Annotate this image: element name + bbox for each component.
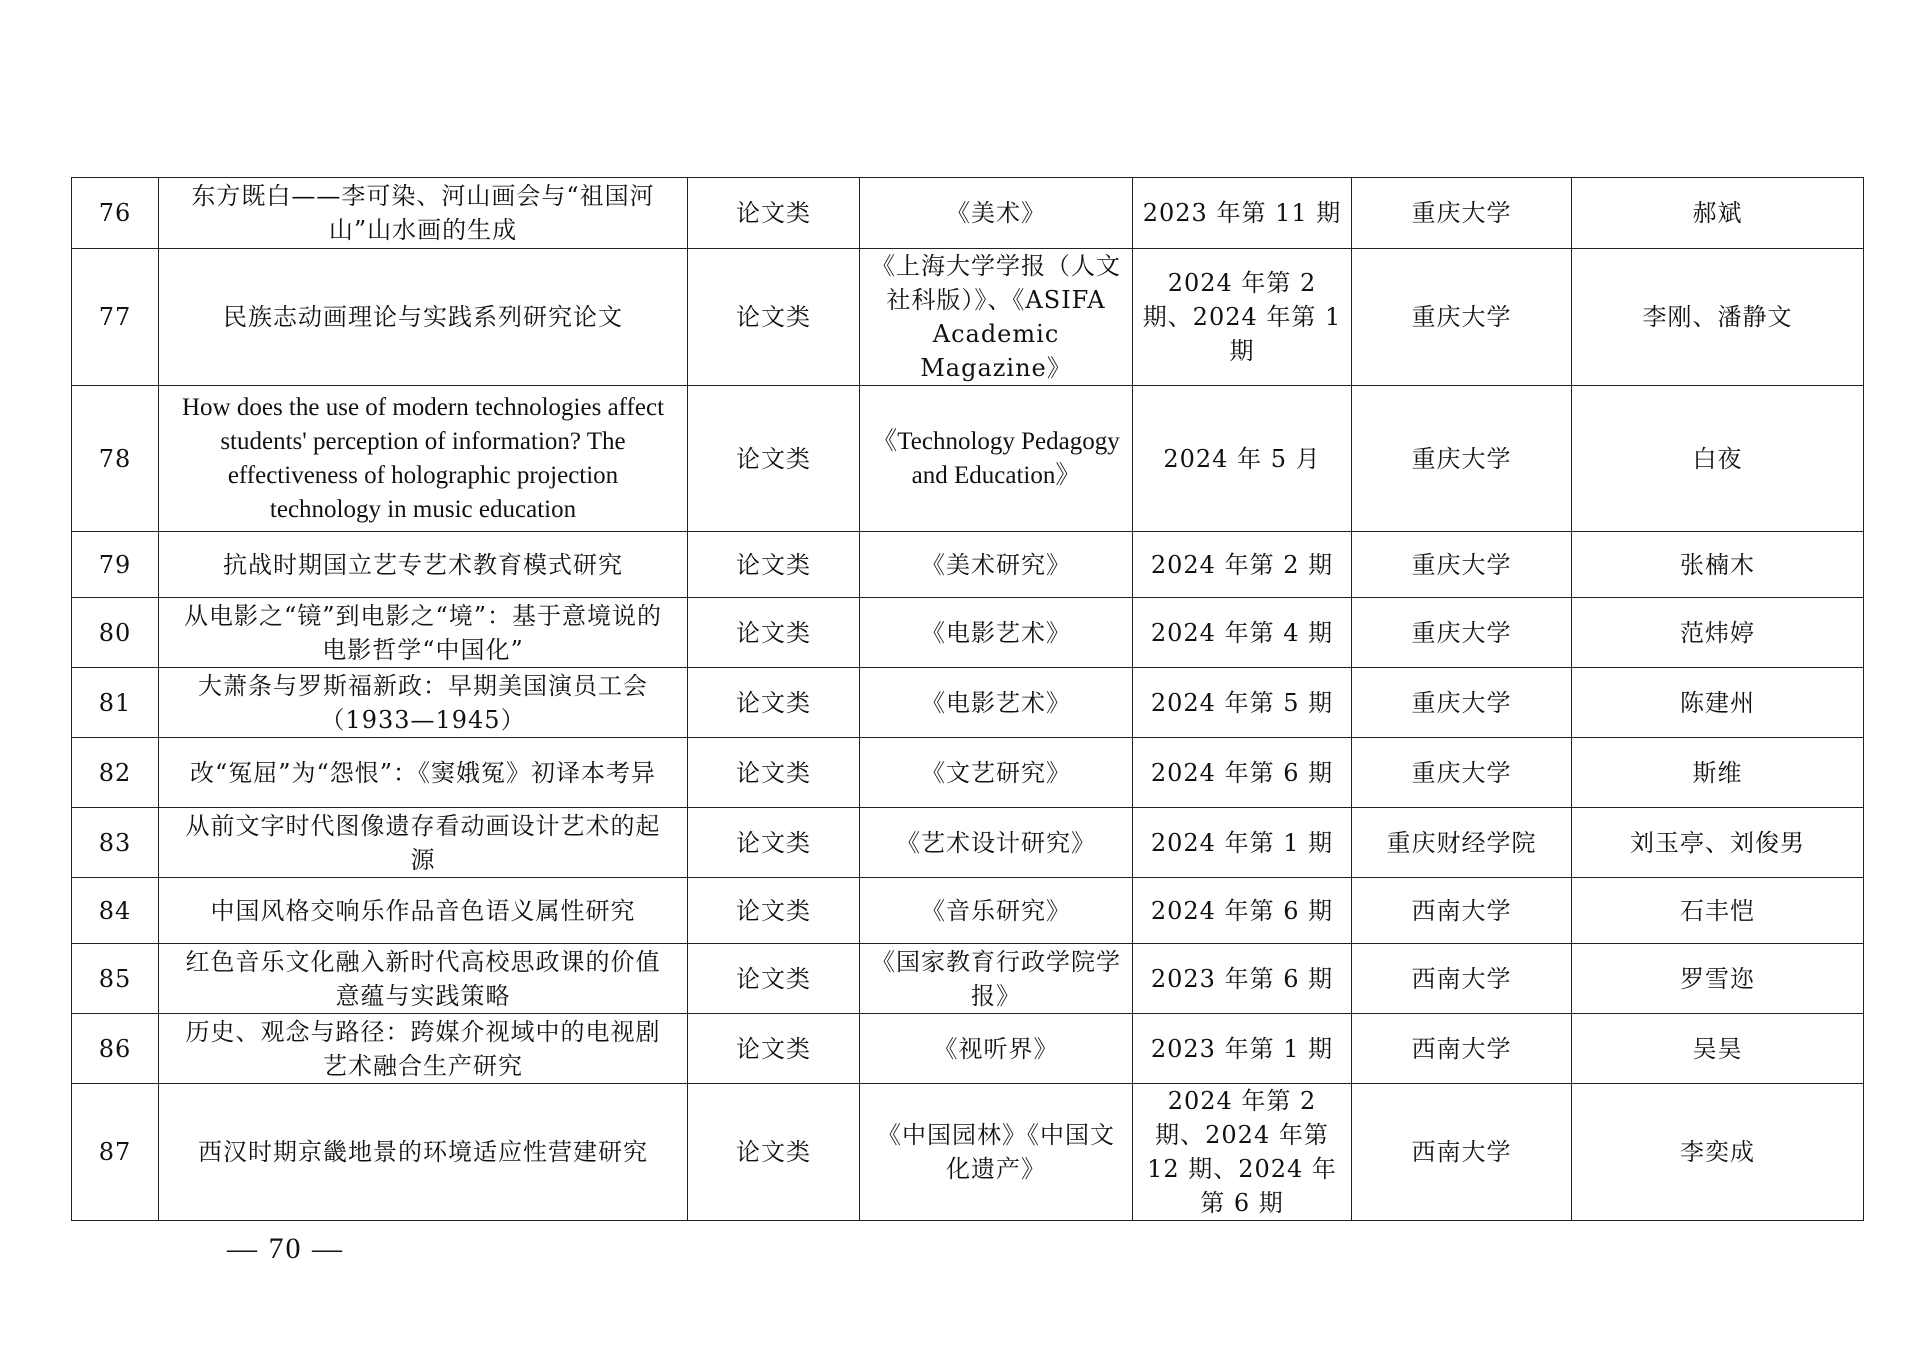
author-names: 张楠木 — [1572, 532, 1864, 598]
journal-name: 《中国园林》《中国文化遗产》 — [860, 1084, 1133, 1221]
journal-name: 《音乐研究》 — [860, 878, 1133, 944]
row-number: 79 — [72, 532, 159, 598]
table-row — [72, 532, 1864, 598]
row-number: 87 — [72, 1084, 159, 1221]
journal-name: 《国家教育行政学院学报》 — [860, 944, 1133, 1014]
work-category: 论文类 — [688, 598, 860, 668]
journal-name: 《上海大学学报（人文社科版）》、《ASIFA Academic Magazine》 — [860, 249, 1133, 386]
work-title: 东方既白——李可染、河山画会与“祖国河山”山水画的生成 — [159, 178, 688, 249]
table-row — [72, 944, 1864, 1014]
row-number: 84 — [72, 878, 159, 944]
author-names: 郝斌 — [1572, 178, 1864, 249]
publication-issue: 2023 年第 11 期 — [1133, 178, 1352, 249]
journal-name: 《美术研究》 — [860, 532, 1133, 598]
author-names: 石丰恺 — [1572, 878, 1864, 944]
author-unit: 重庆大学 — [1352, 598, 1572, 668]
table-body — [72, 178, 1864, 1221]
author-unit: 西南大学 — [1352, 1084, 1572, 1221]
table-row — [72, 386, 1864, 532]
work-title: 改“冤屈”为“怨恨”：《窦娥冤》初译本考异 — [159, 738, 688, 808]
work-category: 论文类 — [688, 249, 860, 386]
table-row — [72, 1014, 1864, 1084]
work-title: 从电影之“镜”到电影之“境”：基于意境说的电影哲学“中国化” — [159, 598, 688, 668]
author-unit: 重庆大学 — [1352, 668, 1572, 738]
table-row — [72, 738, 1864, 808]
publication-issue: 2024 年第 6 期 — [1133, 878, 1352, 944]
publication-issue: 2024 年第 5 期 — [1133, 668, 1352, 738]
work-category: 论文类 — [688, 386, 860, 532]
work-title: 中国风格交响乐作品音色语义属性研究 — [159, 878, 688, 944]
work-category: 论文类 — [688, 668, 860, 738]
work-category: 论文类 — [688, 944, 860, 1014]
author-unit: 重庆大学 — [1352, 386, 1572, 532]
author-unit: 重庆大学 — [1352, 178, 1572, 249]
work-title: 大萧条与罗斯福新政：早期美国演员工会（1933—1945） — [159, 668, 688, 738]
work-title: 红色音乐文化融入新时代高校思政课的价值意蕴与实践策略 — [159, 944, 688, 1014]
author-names: 陈建州 — [1572, 668, 1864, 738]
row-number: 80 — [72, 598, 159, 668]
publication-issue: 2024 年第 2 期 — [1133, 532, 1352, 598]
work-category: 论文类 — [688, 1084, 860, 1221]
work-category: 论文类 — [688, 808, 860, 878]
publication-issue: 2024 年第 1 期 — [1133, 808, 1352, 878]
author-names: 刘玉亭、刘俊男 — [1572, 808, 1864, 878]
table-row — [72, 808, 1864, 878]
row-number: 82 — [72, 738, 159, 808]
journal-name: 《电影艺术》 — [860, 598, 1133, 668]
work-title: 抗战时期国立艺专艺术教育模式研究 — [159, 532, 688, 598]
author-unit: 重庆大学 — [1352, 249, 1572, 386]
journal-name: 《视听界》 — [860, 1014, 1133, 1084]
author-names: 吴昊 — [1572, 1014, 1864, 1084]
table-row — [72, 178, 1864, 249]
work-title: 西汉时期京畿地景的环境适应性营建研究 — [159, 1084, 688, 1221]
work-title: How does the use of modern technologies affect students' perception of information? The effectiveness of holographic projection technology in music education — [159, 386, 688, 532]
row-number: 77 — [72, 249, 159, 386]
journal-name: 《艺术设计研究》 — [860, 808, 1133, 878]
author-names: 李奕成 — [1572, 1084, 1864, 1221]
table-row — [72, 1084, 1864, 1221]
author-unit: 西南大学 — [1352, 1014, 1572, 1084]
row-number: 85 — [72, 944, 159, 1014]
work-title: 历史、观念与路径：跨媒介视域中的电视剧艺术融合生产研究 — [159, 1014, 688, 1084]
row-number: 78 — [72, 386, 159, 532]
author-names: 李刚、潘静文 — [1572, 249, 1864, 386]
author-unit: 重庆财经学院 — [1352, 808, 1572, 878]
table-row — [72, 249, 1864, 386]
journal-name: 《电影艺术》 — [860, 668, 1133, 738]
author-unit: 重庆大学 — [1352, 738, 1572, 808]
row-number: 81 — [72, 668, 159, 738]
table-row — [72, 668, 1864, 738]
publication-issue: 2024 年 5 月 — [1133, 386, 1352, 532]
journal-name: 《Technology Pedagogy and Education》 — [860, 386, 1133, 532]
work-category: 论文类 — [688, 532, 860, 598]
author-unit: 重庆大学 — [1352, 532, 1572, 598]
author-names: 斯维 — [1572, 738, 1864, 808]
table-row — [72, 878, 1864, 944]
work-title: 从前文字时代图像遗存看动画设计艺术的起源 — [159, 808, 688, 878]
work-category: 论文类 — [688, 738, 860, 808]
work-title: 民族志动画理论与实践系列研究论文 — [159, 249, 688, 386]
author-names: 范炜婷 — [1572, 598, 1864, 668]
row-number: 83 — [72, 808, 159, 878]
row-number: 76 — [72, 178, 159, 249]
publication-issue: 2024 年第 4 期 — [1133, 598, 1352, 668]
row-number: 86 — [72, 1014, 159, 1084]
work-category: 论文类 — [688, 878, 860, 944]
journal-name: 《美术》 — [860, 178, 1133, 249]
author-names: 白夜 — [1572, 386, 1864, 532]
table-row — [72, 598, 1864, 668]
publication-issue: 2023 年第 6 期 — [1133, 944, 1352, 1014]
author-unit: 西南大学 — [1352, 878, 1572, 944]
publication-issue: 2023 年第 1 期 — [1133, 1014, 1352, 1084]
publication-issue: 2024 年第 2 期、2024 年第 12 期、2024 年第 6 期 — [1133, 1084, 1352, 1221]
journal-name: 《文艺研究》 — [860, 738, 1133, 808]
work-category: 论文类 — [688, 178, 860, 249]
publication-issue: 2024 年第 2 期、2024 年第 1 期 — [1133, 249, 1352, 386]
author-names: 罗雪迩 — [1572, 944, 1864, 1014]
page-number: — 70 — — [227, 1232, 344, 1265]
publication-issue: 2024 年第 6 期 — [1133, 738, 1352, 808]
awards-table — [71, 177, 1864, 1221]
author-unit: 西南大学 — [1352, 944, 1572, 1014]
work-category: 论文类 — [688, 1014, 860, 1084]
